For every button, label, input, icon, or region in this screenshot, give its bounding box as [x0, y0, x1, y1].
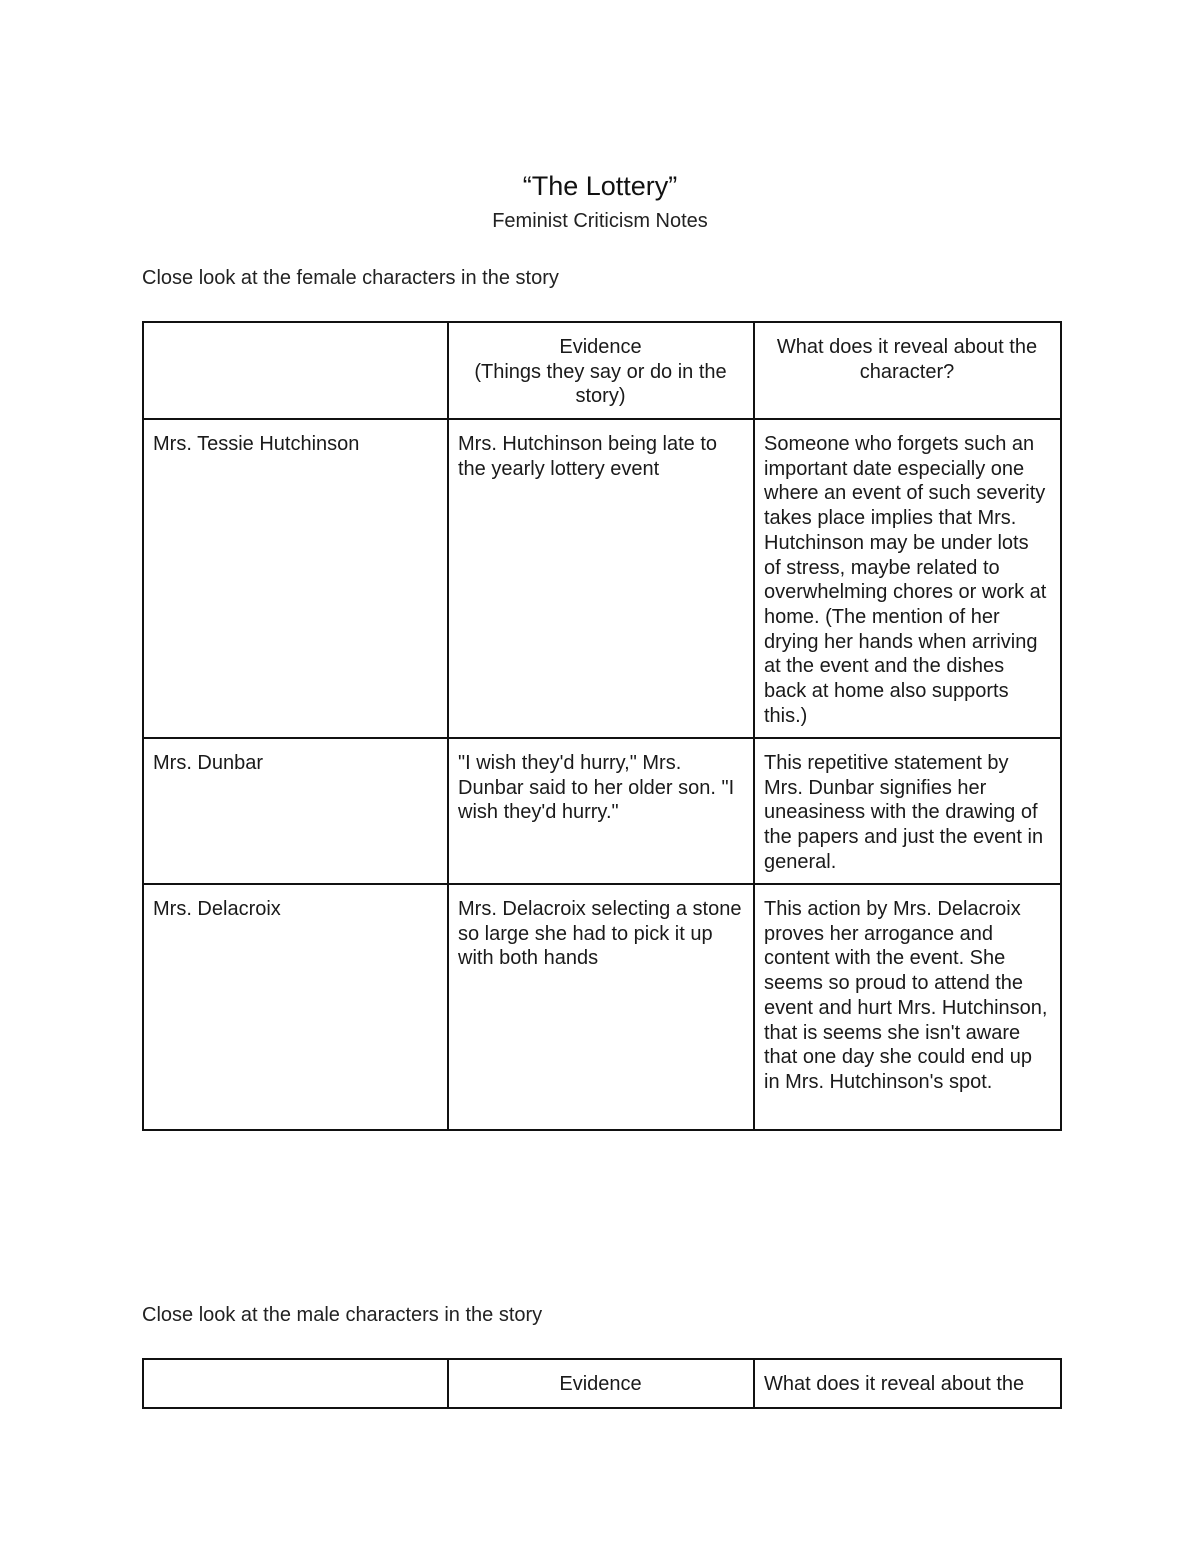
male-characters-table	[142, 1358, 1062, 1409]
table-row	[143, 419, 1061, 738]
character-name-cell: Mrs. Dunbar	[143, 738, 448, 884]
reveal-cell: This repetitive statement by Mrs. Dunbar signifies her uneasiness with the drawing of the papers and just the event in general.	[754, 738, 1061, 884]
document-subtitle: Feminist Criticism Notes	[492, 210, 708, 232]
female-section-heading: Close look at the female characters in the story	[142, 267, 559, 289]
header-cell-character	[143, 1359, 448, 1408]
header-cell-reveal: What does it reveal about the	[754, 1359, 1061, 1408]
evidence-cell: Mrs. Hutchinson being late to the yearly lottery event	[448, 419, 754, 738]
document-title: “The Lottery”	[522, 171, 678, 201]
evidence-cell: "I wish they'd hurry," Mrs. Dunbar said to her older son. "I wish they'd hurry."	[448, 738, 754, 884]
table-row	[143, 884, 1061, 1130]
table-row	[143, 738, 1061, 884]
header-cell-reveal: What does it reveal about the character?	[754, 322, 1061, 419]
female-characters-table	[142, 321, 1062, 1131]
header-evidence-description: (Things they say or do in the story)	[474, 360, 727, 408]
header-cell-evidence	[448, 322, 754, 419]
male-section-heading: Close look at the male characters in the story	[142, 1304, 543, 1326]
header-evidence-label: Evidence	[559, 336, 642, 358]
reveal-cell: This action by Mrs. Delacroix proves her arrogance and content with the event. She seems so proud to attend the event and hurt Mrs. Hutchinson, that is seems she isn't aware that one day she could end up in Mrs. Hutchinson's spot.	[754, 884, 1061, 1130]
header-cell-evidence: Evidence	[448, 1359, 754, 1408]
reveal-cell: Someone who forgets such an important date especially one where an event of such severity takes place implies that Mrs. Hutchinson may be under lots of stress, maybe related to overwhelming chores or work at home. (The mention of her drying her hands when arriving at the event and the dishes back at home also supports this.)	[754, 419, 1061, 738]
evidence-cell: Mrs. Delacroix selecting a stone so large she had to pick it up with both hands	[448, 884, 754, 1130]
table-header-row	[143, 322, 1061, 419]
header-cell-character	[143, 322, 448, 419]
character-name-cell: Mrs. Tessie Hutchinson	[143, 419, 448, 738]
table-header-row	[143, 1359, 1061, 1408]
character-name-cell: Mrs. Delacroix	[143, 884, 448, 1130]
